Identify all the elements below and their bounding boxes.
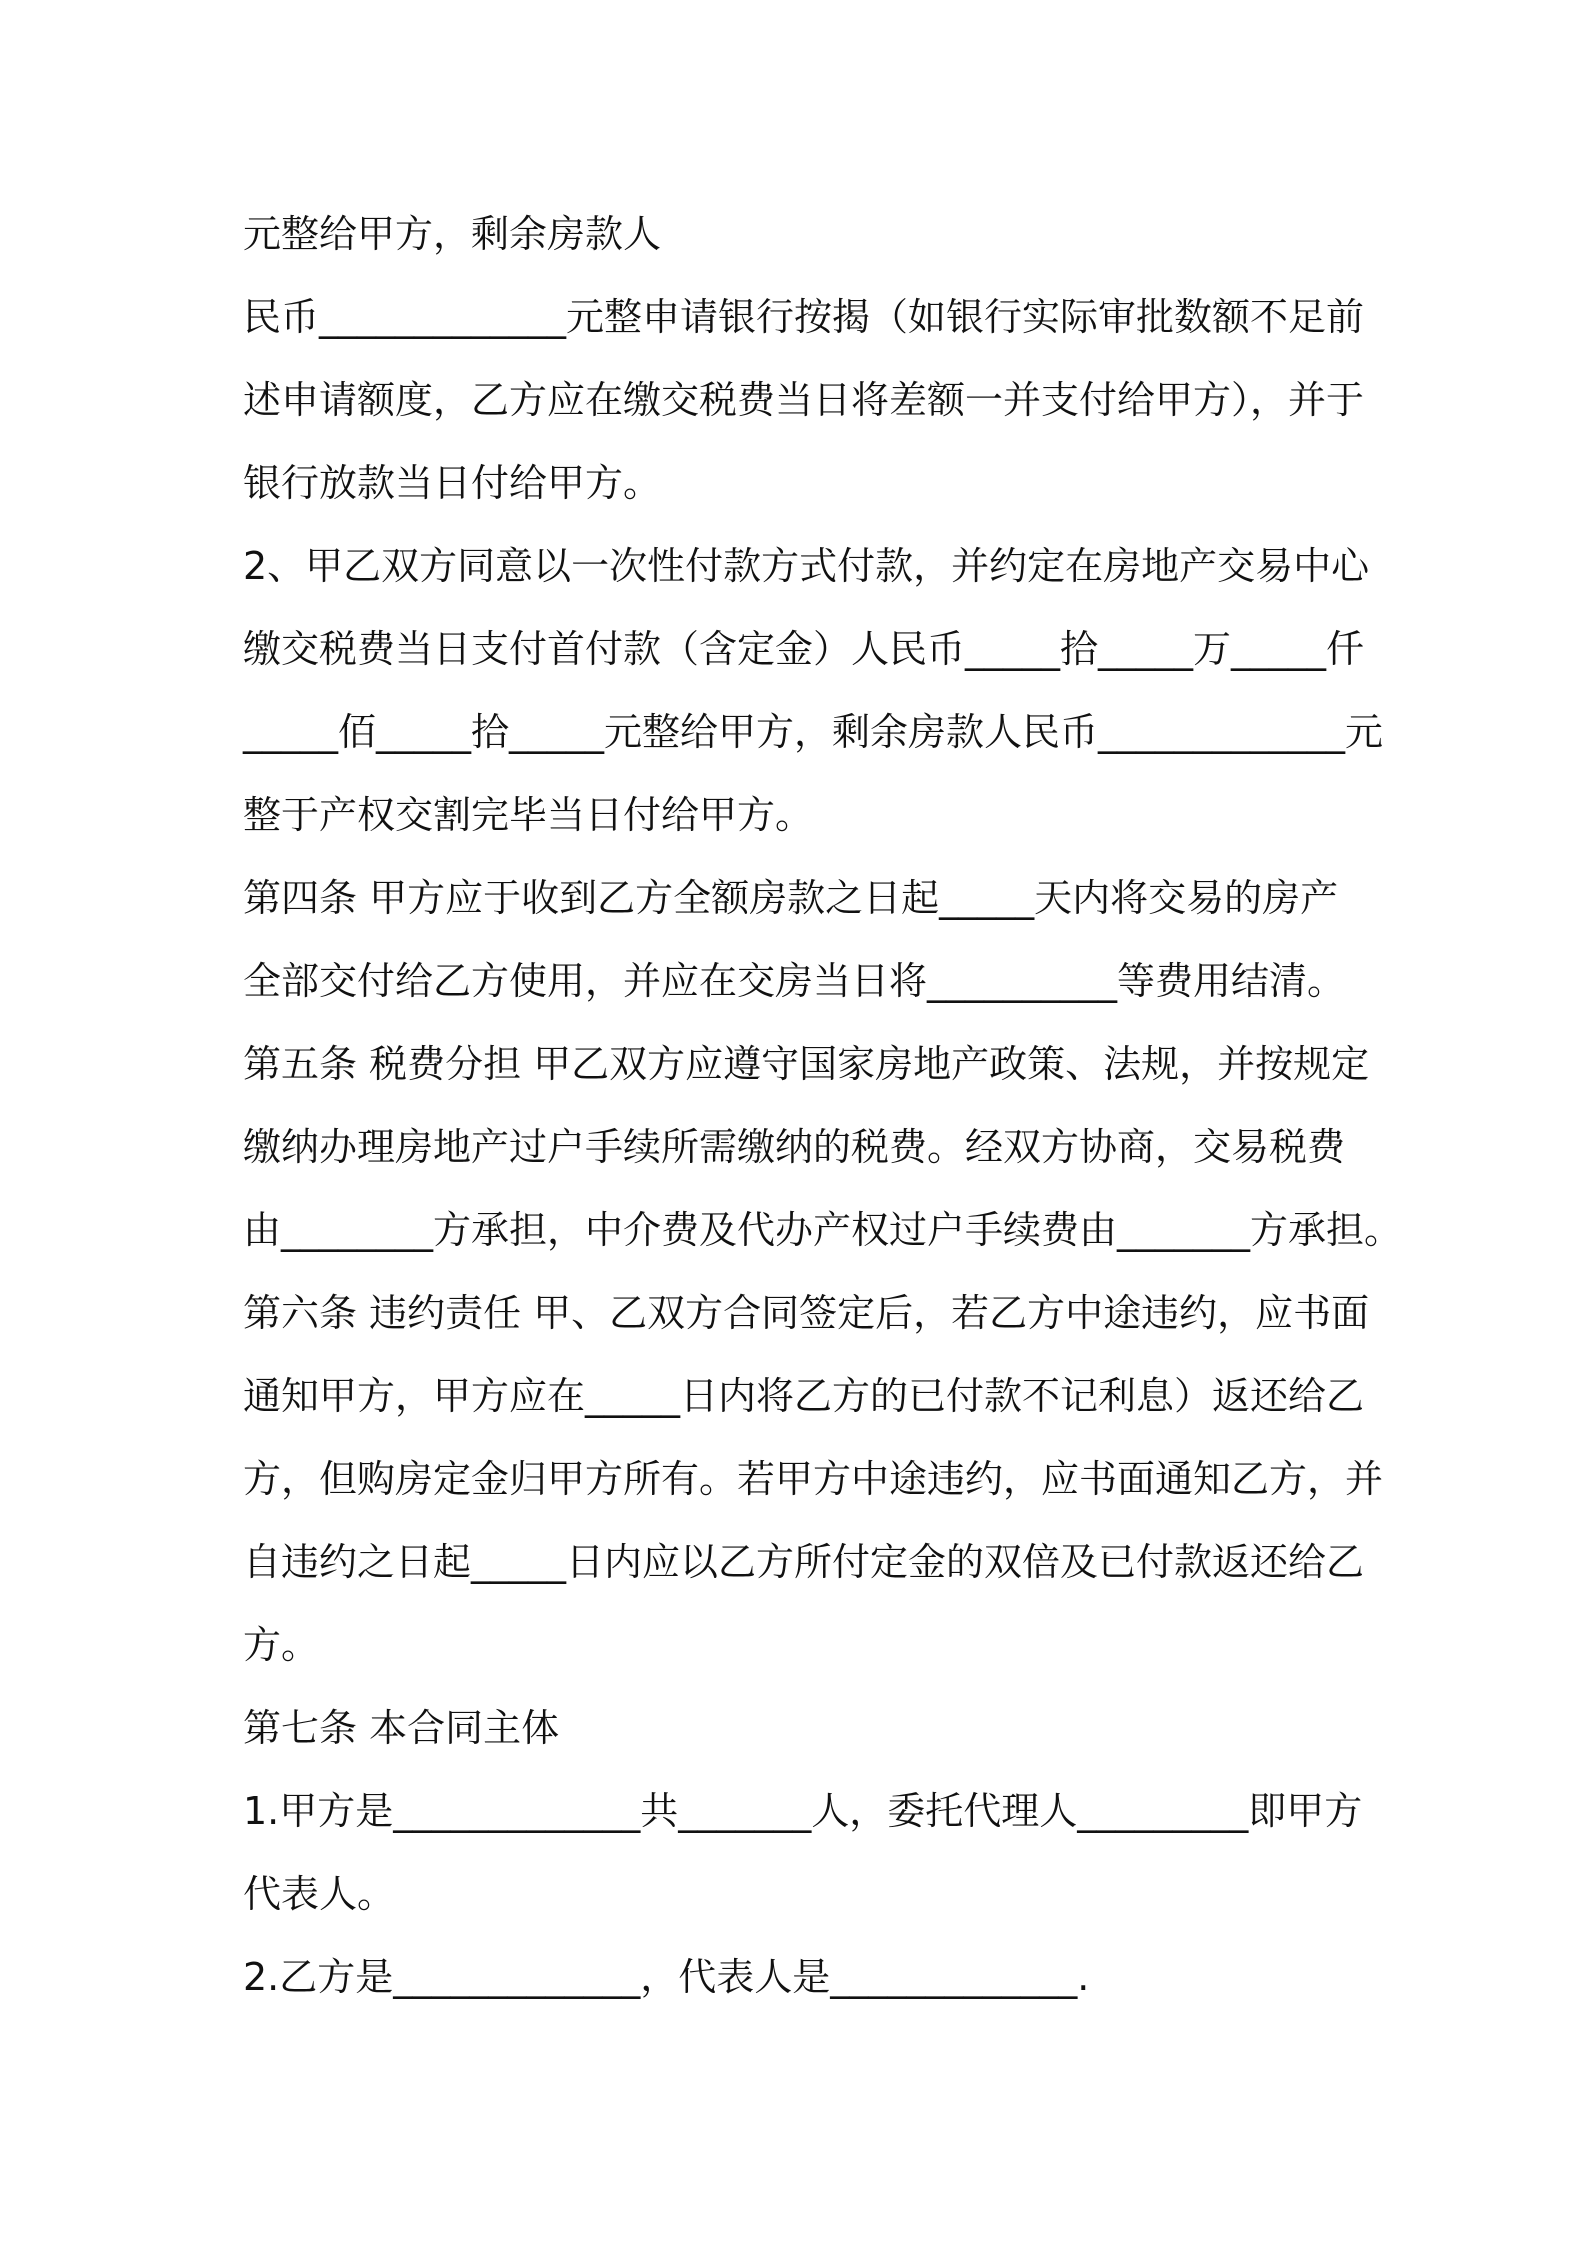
- text-line: 述申请额度，乙方应在缴交税费当日将差额一并支付给甲方），并于: [243, 378, 1365, 422]
- text-line: 银行放款当日付给甲方。: [243, 461, 662, 505]
- text-line: 缴交税费当日支付首付款（含定金）人民币_____拾_____万_____仟: [243, 627, 1365, 671]
- text-line: 元整给甲方，剩余房款人: [243, 212, 662, 256]
- party-b-line: 2.乙方是_____________，代表人是_____________.: [243, 1955, 1090, 1999]
- text-line: _____佰_____拾_____元整给甲方，剩余房款人民币_____________元: [243, 710, 1384, 754]
- text-line: 代表人。: [243, 1872, 396, 1916]
- contract-body: [243, 193, 1403, 2019]
- text-line: 整于产权交割完毕当日付给甲方。: [243, 793, 814, 837]
- text-line: 全部交付给乙方使用，并应在交房当日将__________等费用结清。: [243, 959, 1346, 1003]
- text-line: 2、甲乙双方同意以一次性付款方式付款，并约定在房地产交易中心: [243, 544, 1370, 588]
- party-a-line: 1.甲方是_____________共_______人，委托代理人_________即甲方: [243, 1789, 1363, 1833]
- text-line: 自违约之日起_____日内应以乙方所付定金的双倍及已付款返还给乙: [243, 1540, 1365, 1584]
- text-line: 通知甲方，甲方应在_____日内将乙方的已付款不记利息）返还给乙: [243, 1374, 1365, 1418]
- article-4: 第四条 甲方应于收到乙方全额房款之日起_____天内将交易的房产: [243, 876, 1339, 920]
- text-line: 缴纳办理房地产过户手续所需缴纳的税费。经双方协商，交易税费: [243, 1125, 1346, 1169]
- article-7: 第七条 本合同主体: [243, 1706, 560, 1750]
- text-line: 方。: [243, 1623, 320, 1667]
- article-5: 第五条 税费分担 甲乙双方应遵守国家房地产政策、法规，并按规定: [243, 1042, 1370, 1086]
- text-line: 民币_____________元整申请银行按揭（如银行实际审批数额不足前: [243, 295, 1365, 339]
- text-line: 由________方承担，中介费及代办产权过户手续费由_______方承担。: [243, 1208, 1403, 1252]
- article-6: 第六条 违约责任 甲、乙双方合同签定后，若乙方中途违约，应书面: [243, 1291, 1370, 1335]
- text-line: 方，但购房定金归甲方所有。若甲方中途违约，应书面通知乙方，并: [243, 1457, 1384, 1501]
